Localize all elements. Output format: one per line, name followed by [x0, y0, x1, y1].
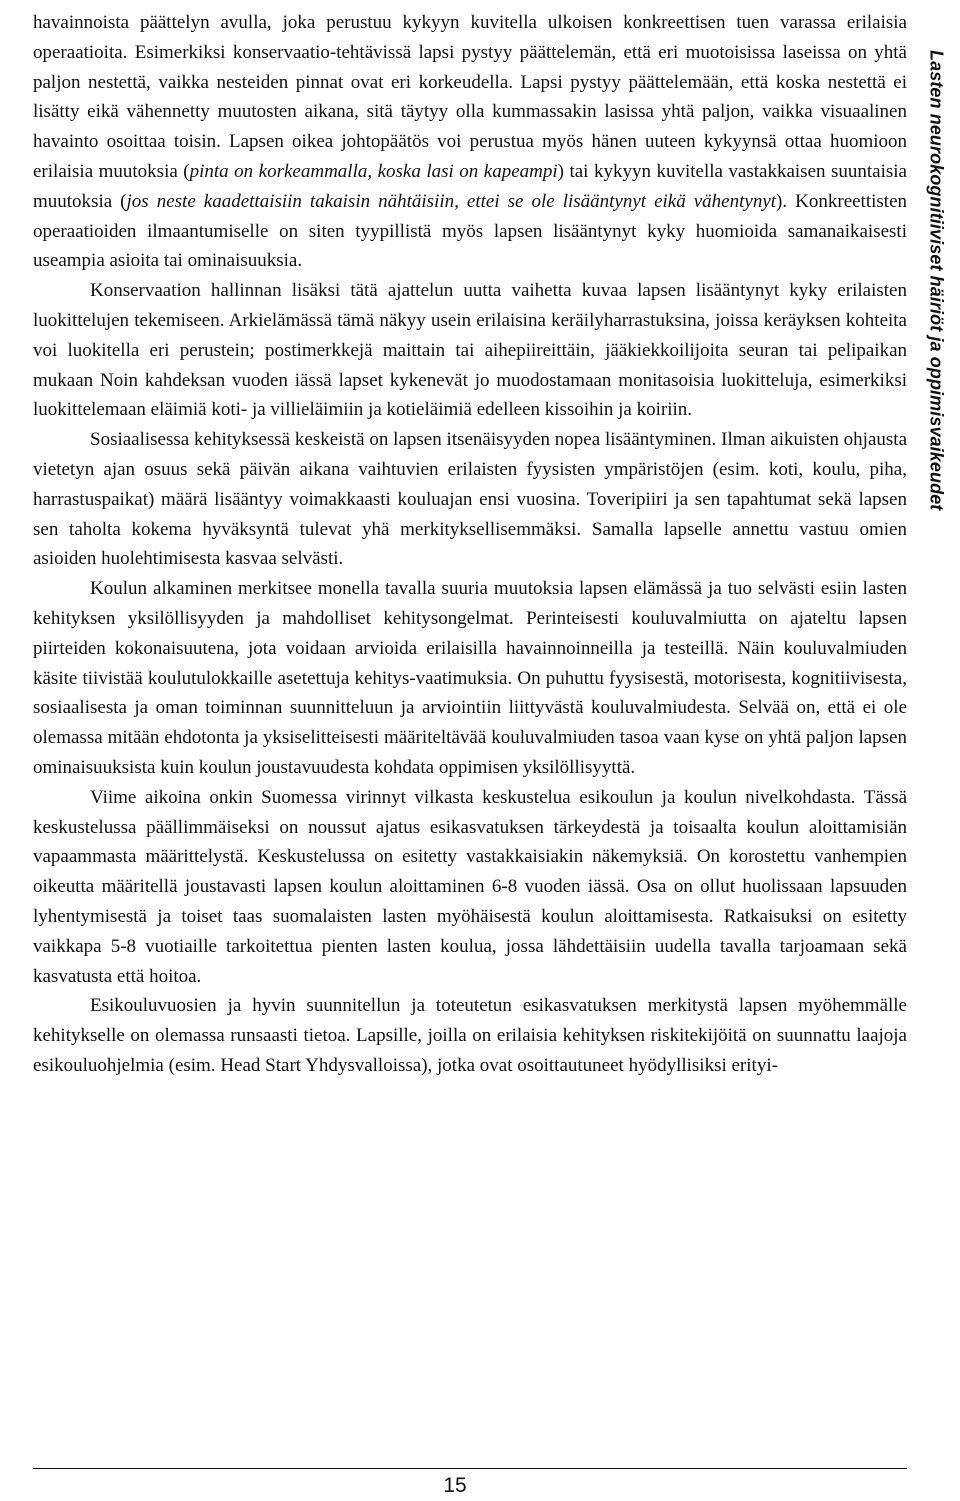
p1-text-1: havainnoista päättelyn avulla, joka perustuu kykyyn kuvitella ulkoisen konkreettisen tuen varassa erilaisia operaatioita. Esimerkiksi konservaatio-tehtävissä lapsi pystyy päättelemän, että eri muotoisissa laseissa on yhtä paljon nestettä, vaikka nesteiden pinnat ovat eri korkeudella. Lapsi pystyy päättelemään, että koska nestettä ei lisätty eikä vähennetty muutosten aikana, sitä täytyy olla kummassakin lasissa yhtä paljon, vaikka visuaalinen havainto osoittaa toisin. Lapsen oikea johtopäätös voi perustua myös hänen uuteen kykyynsä ottaa huomioon erilaisia muutoksia (: [33, 12, 907, 182]
page-number: 15: [443, 1474, 467, 1497]
paragraph-5: [33, 783, 907, 992]
paragraph-1: [33, 8, 907, 276]
paragraph-4: [33, 574, 907, 783]
body-text: [33, 8, 907, 1081]
p1-text-3: ). Konkreettisten operaatioiden ilmaantumiselle on siten tyypillistä myös lapsen lisääntynyt kyky huomioida samanaikaisesti useampia asioita tai ominaisuuksia.: [33, 190, 907, 272]
p1-italic-1: pinta on korkeammalla, koska lasi on kapeampi: [189, 160, 558, 182]
p1-italic-2: jos neste kaadettaisiin takaisin nähtäisiin, ettei se ole lisääntynyt eikä vähentynyt: [126, 190, 777, 212]
p4-text: Koulun alkaminen merkitsee monella tavalla suuria muutoksia lapsen elämässä ja tuo selvästi esiin lasten kehityksen yksilöllisyyden ja mahdolliset kehitysongelmat. Perinteisesti kouluvalmiutta on ajateltu lapsen piirteiden kokonaisuutena, jota voidaan arvioida erilaisilla havainnoinneilla ja testeillä. Näin kouluvalmiuden käsite tiivistää koulutulokkaille asetettuja kehitys-vaatimuksia. On puhuttu fyysisestä, motorisesta, kognitiivisesta, sosiaalisesta ja oman toiminnan suunnitteluun ja arviointiin liittyvästä kouluvalmiudesta. Selvää on, että ei ole olemassa mitään ehdotonta ja yksiselitteisesti määriteltävää kouluvalmiuden tasoa vaan kyse on yhtä paljon lapsen ominaisuuksista kuin koulun joustavuudesta kohdata oppimisen yksilöllisyyttä.: [33, 578, 907, 778]
p1-text-2: ) tai kykyyn kuvitella vastakkaisen suuntaisia muutoksia (: [33, 160, 907, 212]
paragraph-3: [33, 425, 907, 574]
p5-text: Viime aikoina onkin Suomessa virinnyt vilkasta keskustelua esikoulun ja koulun nivelkohdasta. Tässä keskustelussa päällimmäiseksi on noussut ajatus esikasvatuksen tärkeydestä ja toisaalta koulun aloittamisiän vapaammasta määrittelystä. Keskustelussa on esitetty vastakkaisiakin näkemyksiä. On korostettu vanhempien oikeutta määritellä joustavasti lapsen koulun aloittaminen 6-8 vuoden iässä. Osa on ollut huolissaan lapsuuden lyhentymisestä ja toiset taas suomalaisten lasten myöhäisestä koulun aloittamisesta. Ratkaisuksi on esitetty vaikkapa 5-8 vuotiaille tarkoitettua pienten lasten koulua, jossa lähdettäisiin uudella tavalla tarjoamaan sekä kasvatusta että hoitoa.: [33, 786, 907, 987]
p3-text: Sosiaalisessa kehityksessä keskeistä on lapsen itsenäisyyden nopea lisääntyminen. Ilman aikuisten ohjausta vietetyn ajan osuus sekä päivän aikana vaihtuvien erilaisten fyysisten ympäristöjen (esim. koti, koulu, piha, harrastuspaikat) määrä lisääntyy voimakkaasti kouluajan ensi vuosina. Toveripiiri ja sen tapahtumat sekä lapsen sen taholta kokema hyväksyntä tulevat yhä merkityksellisemmäksi. Samalla lapselle annettu vastuu omien asioiden huolehtimisesta kasvaa selvästi.: [33, 429, 907, 570]
running-header: [912, 0, 960, 560]
footer-divider: [33, 1468, 907, 1469]
paragraph-6: [33, 991, 907, 1080]
p6-text: Esikouluvuosien ja hyvin suunnitellun ja toteutetun esikasvatuksen merkitystä lapsen myöhemmälle kehitykselle on olemassa runsaasti tietoa. Lapsille, joilla on erilaisia kehityksen riskitekijöitä on suunnattu laajoja esikouluohjelmia (esim. Head Start Yhdysvalloissa), jotka ovat osoittautuneet hyödyllisiksi erityi-: [33, 995, 907, 1076]
running-header-title: Lasten neurokognitiiviset häiriöt ja oppimisvaikeudet: [926, 49, 947, 511]
p2-text: Konservaation hallinnan lisäksi tätä ajattelun uutta vaihetta kuvaa lapsen lisääntynyt kyky erilaisten luokittelujen tekemiseen. Arkielämässä tämä näkyy usein erilaisina keräilyharrastuksina, joissa keräyksen kohteita voi luokitella eri perustein; postimerkkejä maittain tai aihepiireittäin, jääkiekkoilijoita seuran tai pelipaikan mukaan Noin kahdeksan vuoden iässä lapset kykenevät jo muodostamaan monitasoisia luokitteluja, esimerkiksi luokittelemaan eläimiä koti- ja villieläimiin ja kotieläimiä edelleen kissoihin ja koiriin.: [33, 280, 907, 421]
paragraph-2: [33, 276, 907, 425]
